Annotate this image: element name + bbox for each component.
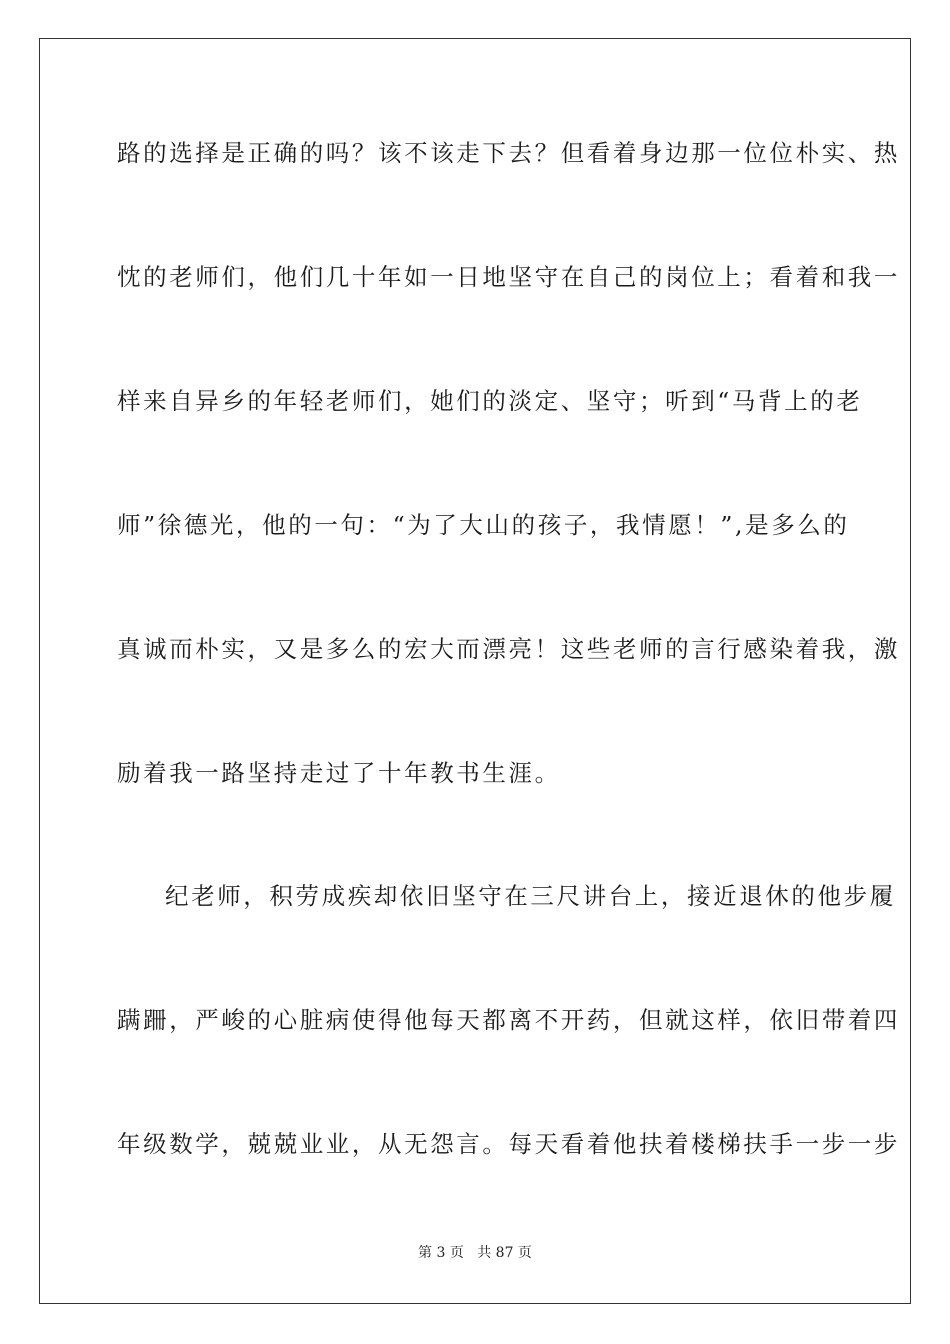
page-number: 第 3 页	[418, 1245, 464, 1261]
paragraph-line-3: 样来自异乡的年轻老师们，她们的淡定、坚守；听到“马背上的老	[117, 387, 863, 415]
page-total: 共 87 页	[477, 1245, 532, 1261]
page-footer	[0, 1244, 950, 1262]
paragraph-line-9: 年级数学，兢兢业业，从无怨言。每天看着他扶着楼梯扶手一步一步	[117, 1130, 900, 1158]
page-border	[39, 38, 911, 1304]
paragraph-line-7: 纪老师，积劳成疾却依旧坚守在三尺讲台上，接近退休的他步履	[165, 882, 896, 910]
paragraph-line-6: 励着我一路坚持走过了十年教书生涯。	[117, 759, 561, 787]
paragraph-line-1: 路的选择是正确的吗？该不该走下去？但看着身边那一位位朴实、热	[117, 139, 900, 167]
paragraph-line-8: 蹒跚，严峻的心脏病使得他每天都离不开药，但就这样，依旧带着四	[117, 1006, 900, 1034]
paragraph-line-4: 师”徐德光，他的一句：“为了大山的孩子，我情愿！”,是多么的	[117, 511, 850, 539]
paragraph-line-5: 真诚而朴实，又是多么的宏大而漂亮！这些老师的言行感染着我，激	[117, 635, 900, 663]
paragraph-line-2: 忱的老师们，他们几十年如一日地坚守在自己的岗位上；看着和我一	[117, 263, 900, 291]
